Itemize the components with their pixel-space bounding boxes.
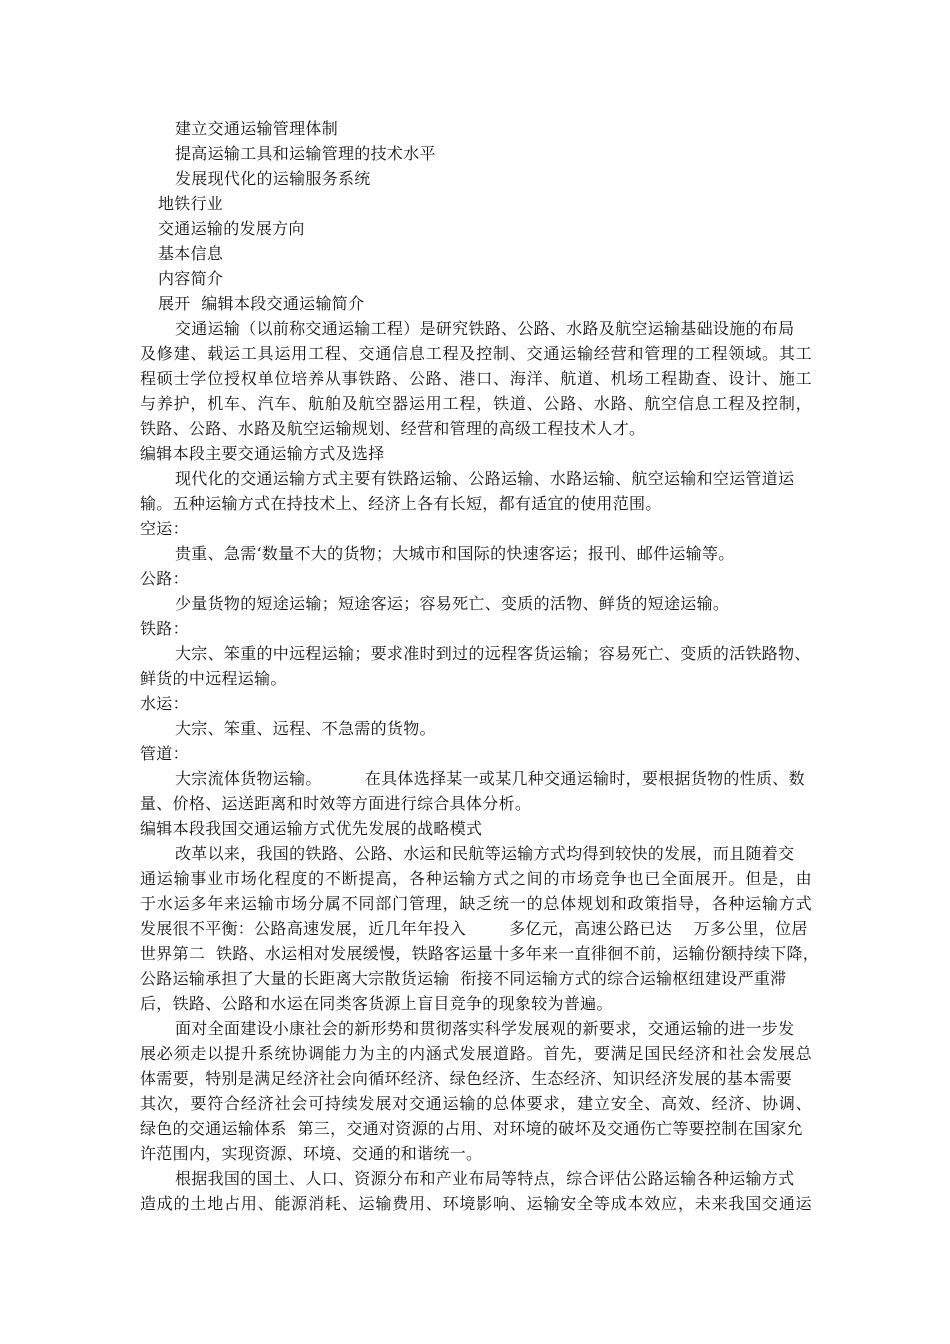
label-rail: 铁路： bbox=[140, 619, 189, 638]
paragraph-line: 量、价格、运送距离和时效等方面进行综合具体分析。 bbox=[140, 794, 532, 813]
paragraph-line: 现代化的交通运输方式主要有铁路运输、公路运输、水路运输、航空运输和空运管道运 bbox=[175, 469, 795, 488]
paragraph-line: 鲜货的中远程运输。 bbox=[140, 669, 287, 688]
paragraph-line: 大宗流体货物运输。 在具体选择某一或某几种交通运输时，要根据货物的性质、数 bbox=[175, 769, 805, 788]
paragraph-line: 发展很不平衡：公路高速发展，近几年年投入 多亿元，高速公路已达 万多公里，位居 bbox=[140, 919, 808, 938]
toc-item-management-system: 建立交通运输管理体制 bbox=[175, 119, 339, 138]
paragraph-line: 展必须走以提升系统协调能力为主的内涵式发展道路。首先，要满足国民经济和社会发展总 bbox=[140, 1044, 812, 1063]
label-water: 水运： bbox=[140, 694, 189, 713]
paragraph-line: 体需要，特别是满足经济社会向循环经济、绿色经济、生态经济、知识经济发展的基本需要 bbox=[140, 1069, 793, 1088]
paragraph-line: 大宗、笨重、远程、不急需的货物。 bbox=[175, 719, 436, 738]
paragraph-line: 公路运输承担了大量的长距离大宗散货运输 衔接不同运输方式的综合运输枢纽建设严重滞 bbox=[140, 969, 787, 988]
paragraph-line: 于水运多年来运输市场分属不同部门管理，缺乏统一的总体规划和政策指导，各种运输方式 bbox=[140, 894, 812, 913]
paragraph-line: 面对全面建设小康社会的新形势和贯彻落实科学发展观的新要求，交通运输的进一步发 bbox=[175, 1019, 795, 1038]
paragraph-line: 许范围内，实现资源、环境、交通的和谐统一。 bbox=[140, 1144, 483, 1163]
paragraph-line: 少量货物的短途运输；短途客运；容易死亡、变质的活物、鲜货的短途运输。 bbox=[175, 594, 730, 613]
paragraph-line: 其次，要符合经济社会可持续发展对交通运输的总体要求，建立安全、高效、经济、协调、 bbox=[140, 1094, 812, 1113]
label-air: 空运： bbox=[140, 519, 189, 538]
toc-item-basic-info: 基本信息 bbox=[158, 244, 224, 263]
paragraph-line: 铁路、公路、水路及航空运输规划、经营和管理的高级工程技术人才。 bbox=[140, 419, 646, 438]
paragraph-line: 造成的土地占用、能源消耗、运输费用、环境影响、运输安全等成本效应，未来我国交通运 bbox=[140, 1194, 812, 1213]
paragraph-line: 程硕士学位授权单位培养从事铁路、公路、港口、海洋、航道、机场工程勘查、设计、施工 bbox=[140, 369, 812, 388]
paragraph-line: 世界第二 铁路、水运相对发展缓慢，铁路客运量十多年来一直徘徊不前，运输份额持续下降， bbox=[140, 944, 820, 963]
label-pipeline: 管道： bbox=[140, 744, 189, 763]
section-heading-modes: 编辑本段主要交通运输方式及选择 bbox=[140, 444, 385, 463]
toc-item-tech-level: 提高运输工具和运输管理的技术水平 bbox=[175, 144, 436, 163]
paragraph-line: 交通运输（以前称交通运输工程）是研究铁路、公路、水路及航空运输基础设施的布局 bbox=[175, 319, 795, 338]
paragraph-line: 通运输事业市场化程度的不断提高，各种运输方式之间的市场竞争也已全面展开。但是，由 bbox=[140, 869, 812, 888]
toc-item-summary: 内容简介 bbox=[158, 269, 224, 288]
paragraph-line: 及修建、载运工具运用工程、交通信息工程及控制、交通运输经营和管理的工程领域。其工 bbox=[140, 344, 812, 363]
paragraph-line: 贵重、急需‘数量不大的货物；大城市和国际的快速客运；报刊、邮件运输等。 bbox=[175, 544, 735, 563]
paragraph-line: 根据我国的国土、人口、资源分布和产业布局等特点，综合评估公路运输各种运输方式 bbox=[175, 1169, 795, 1188]
paragraph-line: 大宗、笨重的中远程运输；要求准时到过的远程客货运输；容易死亡、变质的活铁路物、 bbox=[175, 644, 811, 663]
paragraph-line: 输。五种运输方式在持技术上、经济上各有长短，都有适宜的使用范围。 bbox=[140, 494, 662, 513]
paragraph-line: 与养护，机车、汽车、航舶及航空器运用工程，铁道、公路、水路、航空信息工程及控制， bbox=[140, 394, 812, 413]
toc-item-direction: 交通运输的发展方向 bbox=[158, 219, 305, 238]
label-road: 公路： bbox=[140, 569, 189, 588]
toc-item-service-system: 发展现代化的运输服务系统 bbox=[175, 169, 371, 188]
paragraph-line: 改革以来，我国的铁路、公路、水运和民航等运输方式均得到较快的发展，而且随着交 bbox=[175, 844, 795, 863]
section-heading-intro: 展开 编辑本段交通运输简介 bbox=[158, 294, 365, 313]
paragraph-line: 后，铁路、公路和水运在同类客货源上盲目竞争的现象较为普遍。 bbox=[140, 994, 613, 1013]
paragraph-line: 绿色的交通运输体系 第三，交通对资源的占用、对环境的破坏及交通伤亡等要控制在国家允 bbox=[140, 1119, 803, 1138]
section-heading-strategy: 编辑本段我国交通运输方式优先发展的战略模式 bbox=[140, 819, 483, 838]
toc-item-subway: 地铁行业 bbox=[158, 194, 224, 213]
